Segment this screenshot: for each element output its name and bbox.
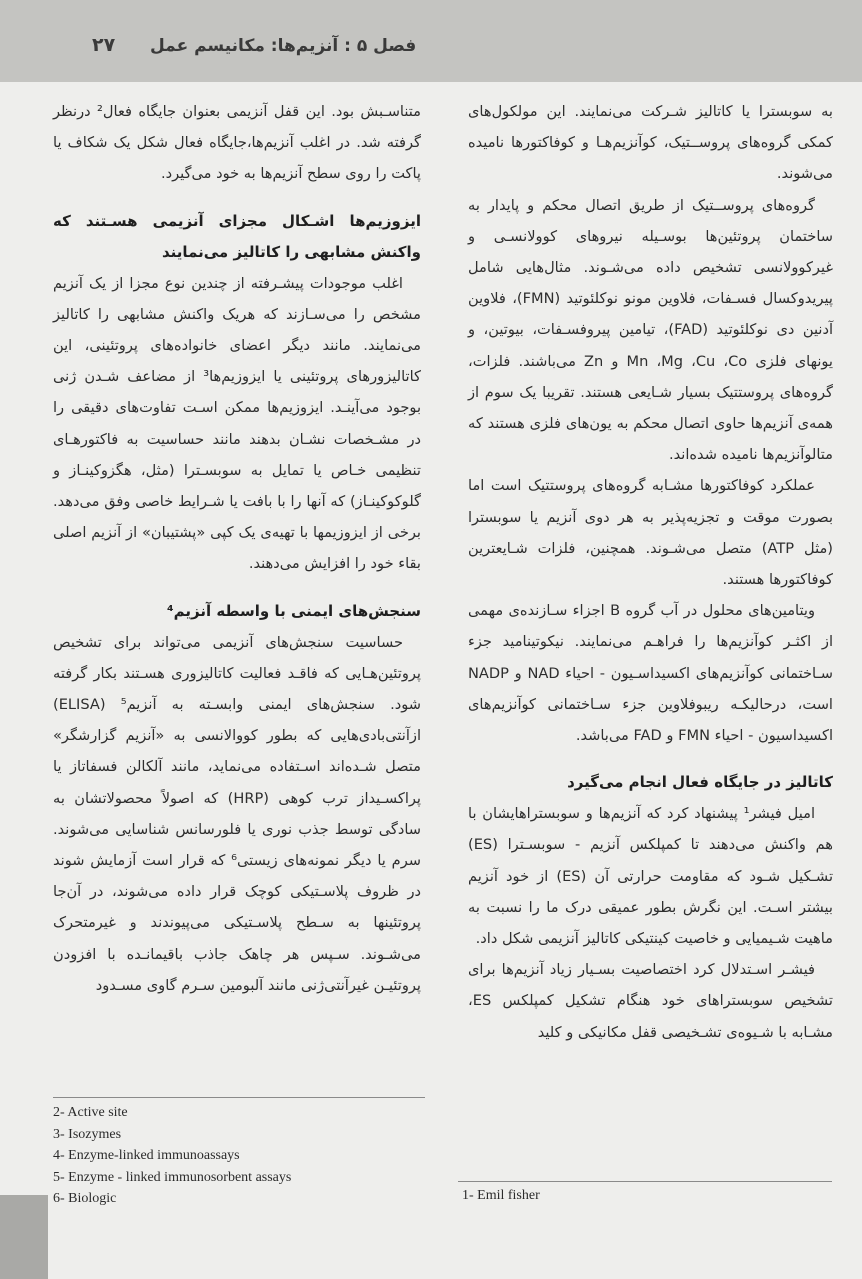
header-band (0, 0, 862, 82)
paragraph: عملکرد کوفاکتورها مشـابه گروه‌های پروستتیک است اما بصورت موقت و تجزیه‌پذیر به هر دوی آنزیم یا سوبسترا (مثل ATP) متصل می‌شـوند. همچنین، فلزات شـایعترین کوفاکتورها هستند. (468, 477, 834, 589)
section-heading: سنجش‌های ایمنی با واسطه آنزیم⁴ (167, 601, 421, 620)
spacer (468, 751, 833, 767)
right-column (468, 96, 833, 1048)
paragraph: ویتامین‌های محلول در آب گروه B اجزاء سـازنده‌ی مهمی از اکثـر کوآنزیم‌ها را فراهـم می‌نمایند. نیکوتینامید جزء سـاختمانی کوآنزیم‌های اکسیداسـیون - احیاء NAD و NADP است، درحالیکـه ریبوفلاوین جزء سـاختمانی کوآنزیم‌های اکسیداسیون - احیاء FMN و FAD می‌باشد. (468, 602, 833, 745)
paragraph: متناسـبش بود. این قفل آنزیمی بعنوان جایگاه فعال² درنظر گرفته شد. در اغلب آنزیم‌ها،جایگاه فعال شکل یک شکاف یا پاکت را روی سطح آنزیم‌ها به خود می‌گیرد. (53, 103, 421, 183)
paragraph: امیل فیشر¹ پیشنهاد کرد که آنزیم‌ها و سوبستراهایشان با هم واکنش می‌دهند تا کمپلکس آنزیم - سوبسـترا (ES) تشـکیل شـود که مقاومت حرارتی آن (ES) از خود آنزیم بیشتر اسـت. این نگرش بطور عمیقی درک ما را نسبت به ماهیت شـیمیایی و خاصیت کینتیکی کاتالیز آنزیمی شکل داد. (468, 805, 834, 948)
paragraph: حساسیت سنجش‌های آنزیمی می‌تواند برای تشخیص پروتئین‌هـایی که فاقـد فعالیت کاتالیزوری هسـتند بکار گرفته شود. سنجش‌های ایمنی وابسـته به آنزیم⁵ (ELISA) ازآنتی‌بادی‌هایی که بطور کووالانسی به «آنزیم گزارشگر» متصل شـده‌اند اسـتفاده می‌نماید، مانند آلکالن فسفاتاز یا پراکسـیداز ترب کوهی (HRP) که اصولاً محصولاتشان به سادگی توسط جذب نوری یا فلورسانس شناسایی می‌شوند. سرم یا دیگر نمونه‌های زیستی⁶ که قرار است آزمایش شوند در ظروف پلاسـتیکی کوچک قرار داده می‌شوند، در آن‌جا پروتئینها به سـطح پلاسـتیکی می‌پیوندند و غیرمتحرک می‌شـوند. سـپس هر چاهک جاذب باقیمانـده با افزودن پروتئیـن غیرآنتی‌ژنی مانند آلبومین سـرم گاوی مسـدود (53, 633, 421, 994)
footnotes-left (53, 1102, 291, 1210)
footnote: 5- Enzyme - linked immunosorbent assays (53, 1169, 292, 1185)
footnote: 1- Emil fisher (462, 1188, 540, 1203)
footnote: 4- Enzyme-linked immunoassays (53, 1148, 240, 1163)
paragraph: اغلب موجودات پیشـرفته از چندین نوع مجزا از یک آنزیم مشخص را می‌سـازند که هریک واکنش مشابهی را کاتالیز می‌نمایند. مانند دیگر اعضای خانواده‌های پروتئینی، این کاتالیزورهای پروتئینی یا ایزوزیم‌ها³ از مضاعف شـدن ژنی بوجود می‌آینـد. ایزوزیم‌ها ممکن اسـت تفاوت‌های دقیقی را در مشـخصات نشـان بدهند مانند حساسیت به فاکتورهـای تنظیمی خـاص یا تمایل به سوبسـترا (مثل، هگزوکینـاز و گلوکوکینـاز) که آنها را با بافت یا شـرایط خاصی وفق می‌دهد. برخی از ایزوزیمها با تهیه‌ی یک کپی «پشتیبان» از آنزیم اصلی بقاء خود را افزایش می‌دهند. (53, 274, 421, 573)
footnote: 6- Biologic (53, 1191, 117, 1206)
paragraph: گروه‌های پروســتیک از طریق اتصال محکم و پایدار به ساختمان پروتئین‌ها بوسـیله نیروهای کوولانسـی و غیرکوولانسی تشخیص داده می‌شـوند. مثال‌هایی شامل پیریدوکسال فسـفات، فلاوین مونو نوکلئوتید (FMN)، فلاوین آدنین دی نوکلئوتید (FAD)، تیامین پیروفسـفات، بیوتین، و یونهای فلزی Mn ،Mg ،Cu ،Co و Zn می‌باشند. فلزات، گروه‌های پروستتیک بسیار شـایعی هستند. تقریبا یک سوم از همه‌ی آنزیم‌ها حاوی اتصال محکم به یون‌های فلزی هستند که متالوآنزیم‌ها نامیده شده‌اند. (468, 196, 834, 464)
footnote-rule (53, 1097, 425, 1098)
section-heading: کاتالیز در جایگاه فعال انجام می‌گیرد (567, 773, 833, 792)
footnote: 2- Active site (53, 1105, 128, 1120)
left-column (53, 96, 421, 1001)
binding-shadow (0, 1195, 48, 1279)
footnote: 3- Isozymes (53, 1126, 122, 1142)
spacer (53, 190, 421, 206)
spacer (53, 580, 421, 596)
page-number: ۲۷ (92, 34, 116, 56)
footnotes-right (462, 1185, 540, 1207)
section-heading: ایزوزیم‌ها اشـکال مجزای آنزیمی هسـتند که واکنش مشابهی را کاتالیز می‌نمایند (53, 211, 421, 261)
chapter-title: فصل ۵ : آنزیم‌ها: مکانیسم عمل (150, 36, 417, 56)
paragraph: فیشـر اسـتدلال کرد اختصاصیت بسـیار زیاد آنزیم‌ها برای تشخیص سوبستراهای خود هنگام تشکیل کمپلکس ES، مشـابه با شـیوه‌ی تشـخیصی قفل مکانیکی و کلید (468, 961, 833, 1041)
paragraph: به سوبسترا یا کاتالیز شـرکت می‌نمایند. این مولکول‌های کمکی گروه‌های پروســتیک، کوآنزیم‌هـا و کوفاکتورها نامیده می‌شوند. (468, 103, 833, 183)
footnote-rule (458, 1181, 832, 1182)
